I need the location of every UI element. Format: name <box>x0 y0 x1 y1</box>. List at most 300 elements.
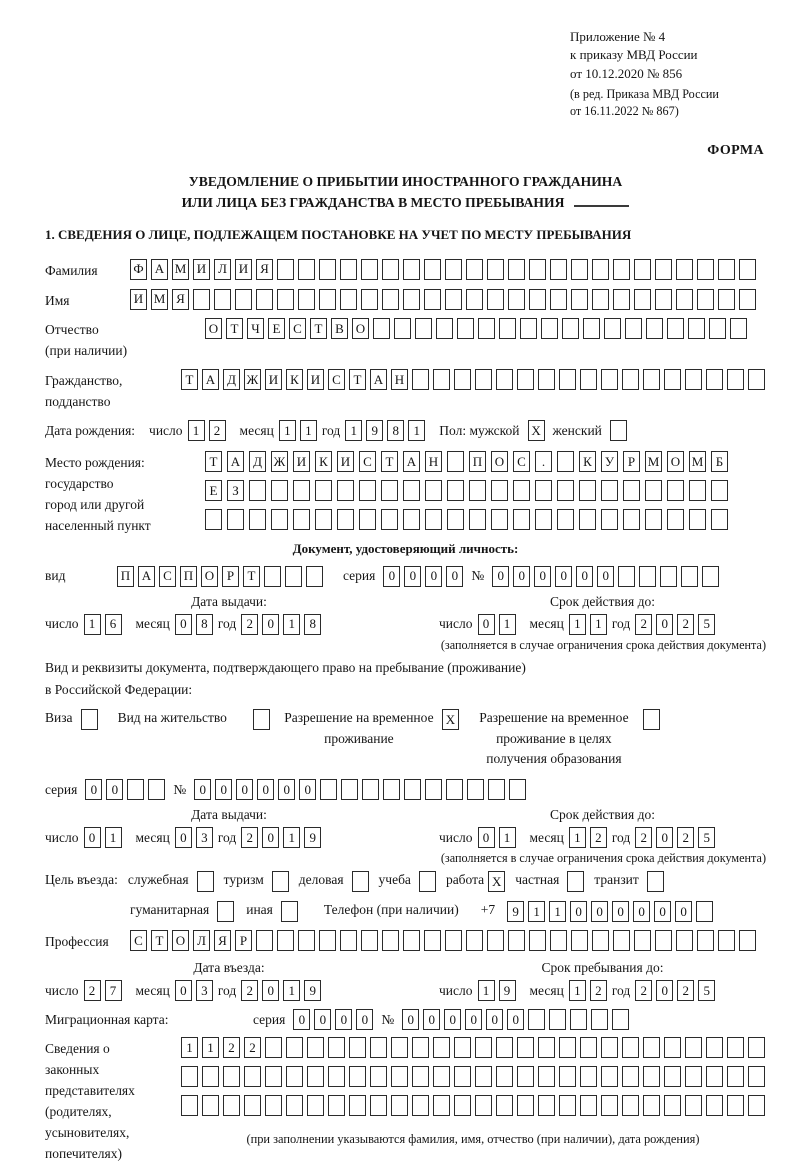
char-cell[interactable] <box>488 779 505 800</box>
char-cell[interactable]: М <box>172 259 189 280</box>
char-cell[interactable]: 0 <box>423 1009 440 1030</box>
char-cell[interactable]: Я <box>214 930 231 951</box>
char-cell[interactable]: О <box>491 451 508 472</box>
char-cell[interactable]: И <box>130 289 147 310</box>
char-cell[interactable] <box>748 1066 765 1087</box>
char-cell[interactable]: 0 <box>383 566 400 587</box>
char-cell[interactable] <box>676 259 693 280</box>
char-cell[interactable] <box>319 289 336 310</box>
char-cell[interactable]: С <box>130 930 147 951</box>
char-cell[interactable] <box>601 1095 618 1116</box>
char-cell[interactable] <box>391 1066 408 1087</box>
char-cell[interactable] <box>559 369 576 390</box>
char-cell[interactable] <box>557 480 574 501</box>
char-cell[interactable] <box>550 930 567 951</box>
char-cell[interactable]: Т <box>226 318 243 339</box>
char-cell[interactable] <box>625 318 642 339</box>
char-cell[interactable]: 2 <box>244 1037 261 1058</box>
char-cell[interactable] <box>249 509 266 530</box>
char-cell[interactable] <box>81 709 98 730</box>
char-cell[interactable] <box>359 509 376 530</box>
char-cell[interactable] <box>601 509 618 530</box>
char-cell[interactable] <box>604 318 621 339</box>
char-cell[interactable] <box>447 451 464 472</box>
char-cell[interactable] <box>315 509 332 530</box>
char-cell[interactable]: М <box>645 451 662 472</box>
char-cell[interactable] <box>286 1066 303 1087</box>
char-cell[interactable] <box>697 289 714 310</box>
char-cell[interactable] <box>328 1037 345 1058</box>
char-cell[interactable] <box>706 1095 723 1116</box>
char-cell[interactable]: 8 <box>196 614 213 635</box>
char-cell[interactable] <box>739 930 756 951</box>
char-cell[interactable] <box>667 480 684 501</box>
char-cell[interactable] <box>340 289 357 310</box>
char-cell[interactable]: О <box>201 566 218 587</box>
char-cell[interactable]: 1 <box>549 901 566 922</box>
char-cell[interactable] <box>285 566 302 587</box>
char-cell[interactable]: 0 <box>446 566 463 587</box>
char-cell[interactable] <box>277 289 294 310</box>
char-cell[interactable] <box>425 509 442 530</box>
char-cell[interactable]: 0 <box>278 779 295 800</box>
char-cell[interactable] <box>454 1095 471 1116</box>
char-cell[interactable] <box>696 901 713 922</box>
char-cell[interactable]: С <box>513 451 530 472</box>
char-cell[interactable] <box>272 871 289 892</box>
char-cell[interactable] <box>475 1095 492 1116</box>
char-cell[interactable]: 2 <box>677 827 694 848</box>
char-cell[interactable]: 0 <box>299 779 316 800</box>
char-cell[interactable]: Ч <box>247 318 264 339</box>
char-cell[interactable] <box>685 369 702 390</box>
char-cell[interactable] <box>362 779 379 800</box>
char-cell[interactable] <box>253 709 270 730</box>
char-cell[interactable] <box>660 566 677 587</box>
char-cell[interactable] <box>193 289 210 310</box>
char-cell[interactable] <box>223 1095 240 1116</box>
char-cell[interactable] <box>359 480 376 501</box>
char-cell[interactable] <box>610 420 627 441</box>
char-cell[interactable] <box>508 930 525 951</box>
char-cell[interactable] <box>655 289 672 310</box>
char-cell[interactable]: 2 <box>635 980 652 1001</box>
char-cell[interactable]: 1 <box>105 827 122 848</box>
char-cell[interactable]: 7 <box>105 980 122 1001</box>
char-cell[interactable] <box>706 1037 723 1058</box>
char-cell[interactable]: К <box>286 369 303 390</box>
char-cell[interactable] <box>601 369 618 390</box>
char-cell[interactable] <box>613 259 630 280</box>
char-cell[interactable]: И <box>235 259 252 280</box>
char-cell[interactable] <box>475 1066 492 1087</box>
char-cell[interactable]: 1 <box>279 420 296 441</box>
char-cell[interactable] <box>601 1066 618 1087</box>
char-cell[interactable]: 0 <box>555 566 572 587</box>
char-cell[interactable] <box>256 930 273 951</box>
char-cell[interactable]: О <box>172 930 189 951</box>
char-cell[interactable]: 0 <box>262 827 279 848</box>
char-cell[interactable] <box>445 289 462 310</box>
char-cell[interactable] <box>583 318 600 339</box>
char-cell[interactable]: 0 <box>492 566 509 587</box>
char-cell[interactable]: О <box>205 318 222 339</box>
char-cell[interactable] <box>645 509 662 530</box>
char-cell[interactable]: И <box>193 259 210 280</box>
char-cell[interactable] <box>277 259 294 280</box>
char-cell[interactable] <box>412 1066 429 1087</box>
char-cell[interactable] <box>337 480 354 501</box>
char-cell[interactable] <box>340 930 357 951</box>
char-cell[interactable] <box>293 480 310 501</box>
char-cell[interactable] <box>559 1066 576 1087</box>
char-cell[interactable] <box>403 259 420 280</box>
char-cell[interactable] <box>579 509 596 530</box>
char-cell[interactable]: 0 <box>576 566 593 587</box>
char-cell[interactable]: 0 <box>656 827 673 848</box>
char-cell[interactable] <box>306 566 323 587</box>
char-cell[interactable] <box>370 1095 387 1116</box>
char-cell[interactable]: Я <box>256 259 273 280</box>
char-cell[interactable]: 2 <box>209 420 226 441</box>
char-cell[interactable] <box>634 259 651 280</box>
char-cell[interactable] <box>592 289 609 310</box>
char-cell[interactable]: А <box>151 259 168 280</box>
char-cell[interactable] <box>727 1095 744 1116</box>
char-cell[interactable] <box>562 318 579 339</box>
char-cell[interactable] <box>509 779 526 800</box>
char-cell[interactable]: 6 <box>105 614 122 635</box>
char-cell[interactable] <box>571 930 588 951</box>
char-cell[interactable] <box>508 289 525 310</box>
char-cell[interactable] <box>214 289 231 310</box>
char-cell[interactable]: А <box>370 369 387 390</box>
char-cell[interactable] <box>394 318 411 339</box>
char-cell[interactable] <box>702 566 719 587</box>
char-cell[interactable] <box>249 480 266 501</box>
char-cell[interactable] <box>718 930 735 951</box>
char-cell[interactable]: 8 <box>304 614 321 635</box>
char-cell[interactable] <box>265 1095 282 1116</box>
char-cell[interactable] <box>328 1066 345 1087</box>
char-cell[interactable]: П <box>180 566 197 587</box>
char-cell[interactable] <box>244 1066 261 1087</box>
char-cell[interactable] <box>601 480 618 501</box>
char-cell[interactable]: Р <box>235 930 252 951</box>
char-cell[interactable]: 0 <box>513 566 530 587</box>
char-cell[interactable] <box>517 1095 534 1116</box>
char-cell[interactable]: 0 <box>534 566 551 587</box>
char-cell[interactable]: Т <box>151 930 168 951</box>
char-cell[interactable]: 0 <box>570 901 587 922</box>
char-cell[interactable]: 0 <box>84 827 101 848</box>
char-cell[interactable] <box>592 259 609 280</box>
char-cell[interactable] <box>571 259 588 280</box>
char-cell[interactable] <box>127 779 144 800</box>
char-cell[interactable]: 0 <box>675 901 692 922</box>
char-cell[interactable] <box>447 480 464 501</box>
char-cell[interactable] <box>706 369 723 390</box>
char-cell[interactable] <box>655 930 672 951</box>
char-cell[interactable]: 0 <box>597 566 614 587</box>
char-cell[interactable] <box>645 480 662 501</box>
char-cell[interactable]: 0 <box>175 827 192 848</box>
char-cell[interactable]: 2 <box>84 980 101 1001</box>
char-cell[interactable] <box>403 480 420 501</box>
char-cell[interactable] <box>433 369 450 390</box>
char-cell[interactable] <box>424 289 441 310</box>
char-cell[interactable] <box>433 1095 450 1116</box>
char-cell[interactable] <box>685 1037 702 1058</box>
char-cell[interactable]: 1 <box>283 614 300 635</box>
char-cell[interactable]: 1 <box>188 420 205 441</box>
char-cell[interactable]: С <box>328 369 345 390</box>
char-cell[interactable]: Т <box>243 566 260 587</box>
char-cell[interactable] <box>697 259 714 280</box>
char-cell[interactable] <box>667 509 684 530</box>
char-cell[interactable] <box>381 480 398 501</box>
char-cell[interactable] <box>454 369 471 390</box>
char-cell[interactable] <box>643 1066 660 1087</box>
char-cell[interactable] <box>496 1095 513 1116</box>
char-cell[interactable]: 0 <box>262 614 279 635</box>
char-cell[interactable] <box>298 930 315 951</box>
char-cell[interactable] <box>550 259 567 280</box>
char-cell[interactable]: Л <box>193 930 210 951</box>
char-cell[interactable] <box>718 259 735 280</box>
char-cell[interactable] <box>433 1037 450 1058</box>
char-cell[interactable]: 3 <box>196 827 213 848</box>
char-cell[interactable]: И <box>293 451 310 472</box>
char-cell[interactable]: X <box>488 871 505 892</box>
char-cell[interactable]: О <box>352 318 369 339</box>
char-cell[interactable]: Д <box>223 369 240 390</box>
char-cell[interactable] <box>529 930 546 951</box>
char-cell[interactable]: Т <box>381 451 398 472</box>
char-cell[interactable] <box>727 1037 744 1058</box>
char-cell[interactable] <box>341 779 358 800</box>
char-cell[interactable]: П <box>469 451 486 472</box>
char-cell[interactable]: 1 <box>528 901 545 922</box>
char-cell[interactable] <box>571 289 588 310</box>
char-cell[interactable]: 1 <box>84 614 101 635</box>
char-cell[interactable]: 0 <box>175 614 192 635</box>
char-cell[interactable] <box>664 1066 681 1087</box>
char-cell[interactable] <box>622 1037 639 1058</box>
char-cell[interactable] <box>664 369 681 390</box>
char-cell[interactable] <box>340 259 357 280</box>
char-cell[interactable] <box>727 1066 744 1087</box>
char-cell[interactable] <box>181 1095 198 1116</box>
char-cell[interactable] <box>202 1095 219 1116</box>
char-cell[interactable]: 3 <box>196 980 213 1001</box>
char-cell[interactable] <box>244 1095 261 1116</box>
char-cell[interactable] <box>508 259 525 280</box>
char-cell[interactable] <box>709 318 726 339</box>
char-cell[interactable] <box>320 779 337 800</box>
char-cell[interactable]: Е <box>268 318 285 339</box>
char-cell[interactable] <box>478 318 495 339</box>
char-cell[interactable]: М <box>151 289 168 310</box>
char-cell[interactable] <box>415 318 432 339</box>
char-cell[interactable] <box>391 1095 408 1116</box>
char-cell[interactable]: 0 <box>106 779 123 800</box>
char-cell[interactable]: Т <box>349 369 366 390</box>
char-cell[interactable] <box>454 1066 471 1087</box>
char-cell[interactable] <box>535 509 552 530</box>
char-cell[interactable] <box>647 871 664 892</box>
char-cell[interactable] <box>197 871 214 892</box>
char-cell[interactable]: 2 <box>590 827 607 848</box>
char-cell[interactable]: 0 <box>257 779 274 800</box>
char-cell[interactable]: Р <box>623 451 640 472</box>
char-cell[interactable] <box>613 930 630 951</box>
char-cell[interactable] <box>591 1009 608 1030</box>
char-cell[interactable] <box>352 871 369 892</box>
char-cell[interactable]: . <box>535 451 552 472</box>
char-cell[interactable]: С <box>289 318 306 339</box>
char-cell[interactable] <box>580 1037 597 1058</box>
char-cell[interactable]: 2 <box>677 614 694 635</box>
char-cell[interactable]: 2 <box>635 827 652 848</box>
char-cell[interactable]: А <box>138 566 155 587</box>
char-cell[interactable] <box>567 871 584 892</box>
char-cell[interactable]: 0 <box>194 779 211 800</box>
char-cell[interactable] <box>445 930 462 951</box>
char-cell[interactable] <box>466 289 483 310</box>
char-cell[interactable]: 9 <box>366 420 383 441</box>
char-cell[interactable] <box>491 480 508 501</box>
char-cell[interactable] <box>580 369 597 390</box>
char-cell[interactable] <box>349 1037 366 1058</box>
char-cell[interactable]: 0 <box>486 1009 503 1030</box>
char-cell[interactable] <box>538 369 555 390</box>
char-cell[interactable] <box>412 1095 429 1116</box>
char-cell[interactable] <box>496 1066 513 1087</box>
char-cell[interactable] <box>549 1009 566 1030</box>
char-cell[interactable] <box>535 480 552 501</box>
char-cell[interactable] <box>681 566 698 587</box>
char-cell[interactable] <box>433 1066 450 1087</box>
char-cell[interactable] <box>466 259 483 280</box>
char-cell[interactable]: С <box>159 566 176 587</box>
char-cell[interactable]: Ж <box>244 369 261 390</box>
char-cell[interactable]: 0 <box>402 1009 419 1030</box>
char-cell[interactable]: Т <box>205 451 222 472</box>
char-cell[interactable]: З <box>227 480 244 501</box>
char-cell[interactable] <box>634 289 651 310</box>
char-cell[interactable] <box>315 480 332 501</box>
title-blank-line[interactable] <box>574 194 629 207</box>
char-cell[interactable] <box>580 1066 597 1087</box>
char-cell[interactable] <box>676 289 693 310</box>
char-cell[interactable] <box>382 930 399 951</box>
char-cell[interactable]: К <box>315 451 332 472</box>
char-cell[interactable] <box>685 1066 702 1087</box>
char-cell[interactable] <box>382 289 399 310</box>
char-cell[interactable]: 1 <box>499 614 516 635</box>
char-cell[interactable] <box>748 369 765 390</box>
char-cell[interactable]: 0 <box>262 980 279 1001</box>
char-cell[interactable]: 1 <box>345 420 362 441</box>
char-cell[interactable] <box>570 1009 587 1030</box>
char-cell[interactable] <box>370 1037 387 1058</box>
char-cell[interactable] <box>667 318 684 339</box>
char-cell[interactable] <box>739 289 756 310</box>
char-cell[interactable]: 0 <box>507 1009 524 1030</box>
char-cell[interactable]: 9 <box>304 827 321 848</box>
char-cell[interactable]: 0 <box>591 901 608 922</box>
char-cell[interactable] <box>277 930 294 951</box>
char-cell[interactable]: 1 <box>590 614 607 635</box>
char-cell[interactable] <box>727 369 744 390</box>
char-cell[interactable] <box>217 901 234 922</box>
char-cell[interactable] <box>643 709 660 730</box>
char-cell[interactable]: 1 <box>569 980 586 1001</box>
char-cell[interactable]: 0 <box>293 1009 310 1030</box>
char-cell[interactable] <box>697 930 714 951</box>
char-cell[interactable] <box>391 1037 408 1058</box>
char-cell[interactable]: П <box>117 566 134 587</box>
char-cell[interactable]: Н <box>391 369 408 390</box>
char-cell[interactable] <box>517 1066 534 1087</box>
char-cell[interactable] <box>612 1009 629 1030</box>
char-cell[interactable] <box>517 1037 534 1058</box>
char-cell[interactable] <box>580 1095 597 1116</box>
char-cell[interactable]: 2 <box>223 1037 240 1058</box>
char-cell[interactable]: И <box>265 369 282 390</box>
char-cell[interactable]: Б <box>711 451 728 472</box>
char-cell[interactable] <box>467 779 484 800</box>
char-cell[interactable] <box>618 566 635 587</box>
char-cell[interactable]: 5 <box>698 827 715 848</box>
char-cell[interactable]: 2 <box>635 614 652 635</box>
char-cell[interactable]: 1 <box>408 420 425 441</box>
char-cell[interactable]: У <box>601 451 618 472</box>
char-cell[interactable] <box>622 369 639 390</box>
char-cell[interactable] <box>730 318 747 339</box>
char-cell[interactable] <box>436 318 453 339</box>
char-cell[interactable]: 1 <box>283 980 300 1001</box>
char-cell[interactable] <box>487 930 504 951</box>
char-cell[interactable] <box>281 901 298 922</box>
char-cell[interactable]: 2 <box>241 980 258 1001</box>
char-cell[interactable] <box>739 259 756 280</box>
char-cell[interactable] <box>319 259 336 280</box>
char-cell[interactable]: М <box>689 451 706 472</box>
char-cell[interactable] <box>639 566 656 587</box>
char-cell[interactable] <box>328 1095 345 1116</box>
char-cell[interactable] <box>528 1009 545 1030</box>
char-cell[interactable] <box>559 1037 576 1058</box>
char-cell[interactable] <box>748 1037 765 1058</box>
char-cell[interactable]: 0 <box>425 566 442 587</box>
char-cell[interactable] <box>748 1095 765 1116</box>
char-cell[interactable]: В <box>331 318 348 339</box>
char-cell[interactable] <box>643 1037 660 1058</box>
char-cell[interactable] <box>446 779 463 800</box>
char-cell[interactable] <box>491 509 508 530</box>
char-cell[interactable] <box>646 318 663 339</box>
char-cell[interactable]: И <box>307 369 324 390</box>
char-cell[interactable]: 9 <box>507 901 524 922</box>
char-cell[interactable] <box>286 1037 303 1058</box>
char-cell[interactable] <box>513 509 530 530</box>
char-cell[interactable] <box>419 871 436 892</box>
char-cell[interactable]: Ф <box>130 259 147 280</box>
char-cell[interactable]: 0 <box>654 901 671 922</box>
char-cell[interactable] <box>520 318 537 339</box>
